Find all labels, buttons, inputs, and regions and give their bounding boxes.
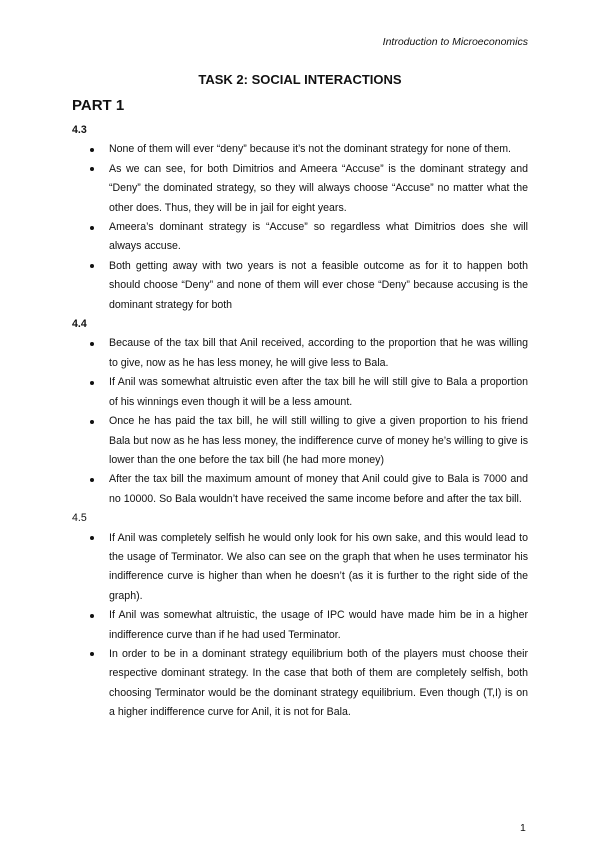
document-title: TASK 2: SOCIAL INTERACTIONS <box>198 72 402 87</box>
list-item: After the tax bill the maximum amount of money that Anil could give to Bala is 7000 and no 10000. So Bala wouldn’t have received the same income before and after the tax bill. <box>72 470 528 509</box>
running-header: Introduction to Microeconomics <box>382 36 528 48</box>
list-item: None of them will ever “deny” because it’s not the dominant strategy for none of them. <box>72 140 528 159</box>
document-body <box>72 121 528 723</box>
page-number: 1 <box>520 822 526 834</box>
section-heading-4-5: 4.5 <box>72 512 87 525</box>
list-item: If Anil was completely selfish he would only look for his own sake, and this would lead to the usage of Terminator. We also can see on the graph that when he uses terminator his indifference curve is higher than when he doesn’t (as it is further to the right side of the graph). <box>72 529 528 607</box>
section-heading-4-4: 4.4 <box>72 318 87 331</box>
list-item: If Anil was somewhat altruistic even after the tax bill he will still give to Bala a proportion of his winnings even though it will be a less amount. <box>72 373 528 412</box>
bullet-list-4-4 <box>72 334 528 509</box>
bullet-list-4-3 <box>72 140 528 315</box>
bullet-list-4-5 <box>72 529 528 723</box>
list-item: Once he has paid the tax bill, he will still willing to give a given proportion to his friend Bala but now as he has less money, the indifference curve of money he’s willing to give is lower than the one before the tax bill (he had more money) <box>72 412 528 470</box>
section-heading-4-3: 4.3 <box>72 124 87 136</box>
list-item: Both getting away with two years is not a feasible outcome as for it to happen both should choose “Deny” and none of them will ever chose “Deny” because accusing is the dominant strategy for both <box>72 257 528 315</box>
list-item: Ameera’s dominant strategy is “Accuse” so regardless what Dimitrios does she will always accuse. <box>72 218 528 257</box>
list-item: As we can see, for both Dimitrios and Ameera “Accuse” is the dominant strategy and “Deny” the dominated strategy, so they will always choose “Accuse” no matter what the other does. Thus, they will be in jail for eight years. <box>72 160 528 218</box>
part-heading: PART 1 <box>72 97 125 114</box>
list-item: Because of the tax bill that Anil received, according to the proportion that he was willing to give, now as he has less money, he will give less to Bala. <box>72 334 528 373</box>
list-item: In order to be in a dominant strategy equilibrium both of the players must choose their respective dominant strategy. In the case that both of them are completely selfish, both choosing Terminator would be the dominant strategy equilibrium. Even though (T,I) is on a higher indifference curve for Anil, it is not for Bala. <box>72 645 528 723</box>
list-item: If Anil was somewhat altruistic, the usage of IPC would have made him be in a higher indifference curve than if he had used Terminator. <box>72 606 528 645</box>
